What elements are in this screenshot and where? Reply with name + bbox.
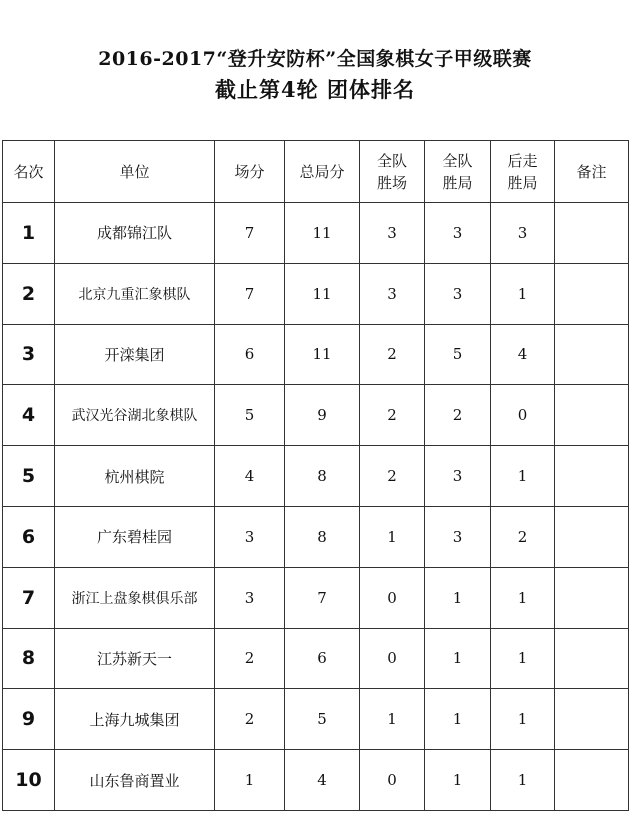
document-title: 2016-2017“登升安防杯”全国象棋女子甲级联赛 [98, 48, 532, 70]
team-cell: 江苏新天一 [55, 628, 215, 689]
match-points-cell: 5 [215, 385, 285, 446]
total-game-points-cell: 11 [285, 263, 360, 324]
header-second-mover-wins [491, 141, 555, 203]
team-wins-cell: 3 [360, 203, 425, 264]
second-mover-wins-cell: 1 [491, 689, 555, 750]
match-points-cell: 2 [215, 628, 285, 689]
team-wins-cell: 2 [360, 446, 425, 507]
second-mover-wins-cell: 0 [491, 385, 555, 446]
header-team-wins [360, 141, 425, 203]
team-wins-cell: 2 [360, 385, 425, 446]
table-row [3, 506, 629, 567]
total-game-points-cell: 9 [285, 385, 360, 446]
second-mover-wins-cell: 1 [491, 446, 555, 507]
team-cell: 广东碧桂园 [55, 506, 215, 567]
match-points-cell: 2 [215, 689, 285, 750]
total-game-points-cell: 8 [285, 506, 360, 567]
rank-cell: 1 [3, 203, 55, 264]
header-team-game-wins-line1: 全队 [442, 151, 473, 170]
team-game-wins-cell: 5 [425, 324, 491, 385]
second-mover-wins-cell: 4 [491, 324, 555, 385]
team-game-wins-cell: 1 [425, 750, 491, 811]
team-game-wins-cell: 3 [425, 446, 491, 507]
standings-table [2, 140, 629, 811]
team-game-wins-cell: 3 [425, 263, 491, 324]
header-team-wins-line1: 全队 [376, 151, 407, 170]
rank-cell: 9 [3, 689, 55, 750]
second-mover-wins-cell: 1 [491, 628, 555, 689]
team-wins-cell: 1 [360, 506, 425, 567]
match-points-cell: 6 [215, 324, 285, 385]
total-game-points-cell: 6 [285, 628, 360, 689]
header-total-game-points: 总局分 [285, 141, 360, 203]
total-game-points-cell: 11 [285, 203, 360, 264]
remarks-cell [555, 689, 629, 750]
remarks-cell [555, 203, 629, 264]
team-game-wins-cell: 1 [425, 689, 491, 750]
table-row [3, 446, 629, 507]
team-wins-cell: 3 [360, 263, 425, 324]
rank-cell: 7 [3, 567, 55, 628]
match-points-cell: 3 [215, 567, 285, 628]
header-row [3, 141, 629, 203]
match-points-cell: 7 [215, 263, 285, 324]
remarks-cell [555, 385, 629, 446]
header-second-mover-wins-line1: 后走 [507, 151, 538, 170]
second-mover-wins-cell: 1 [491, 263, 555, 324]
team-cell: 北京九重汇象棋队 [55, 263, 215, 324]
header-match-points: 场分 [215, 141, 285, 203]
match-points-cell: 4 [215, 446, 285, 507]
team-cell: 山东鲁商置业 [55, 750, 215, 811]
second-mover-wins-cell: 1 [491, 567, 555, 628]
table-row [3, 324, 629, 385]
second-mover-wins-cell: 1 [491, 750, 555, 811]
rank-cell: 10 [3, 750, 55, 811]
table-row [3, 567, 629, 628]
remarks-cell [555, 506, 629, 567]
header-team-game-wins-line2: 胜局 [442, 173, 473, 192]
remarks-cell [555, 446, 629, 507]
header-remarks: 备注 [555, 141, 629, 203]
document-subtitle: 截止第4轮 团体排名 [215, 77, 415, 102]
team-wins-cell: 2 [360, 324, 425, 385]
header-team-game-wins [425, 141, 491, 203]
rank-cell: 3 [3, 324, 55, 385]
header-team: 单位 [55, 141, 215, 203]
total-game-points-cell: 4 [285, 750, 360, 811]
header-team-wins-line2: 胜场 [376, 173, 407, 192]
team-game-wins-cell: 1 [425, 567, 491, 628]
remarks-cell [555, 750, 629, 811]
total-game-points-cell: 5 [285, 689, 360, 750]
remarks-cell [555, 628, 629, 689]
table-row [3, 263, 629, 324]
team-game-wins-cell: 3 [425, 203, 491, 264]
total-game-points-cell: 7 [285, 567, 360, 628]
team-wins-cell: 1 [360, 689, 425, 750]
total-game-points-cell: 11 [285, 324, 360, 385]
team-wins-cell: 0 [360, 628, 425, 689]
team-cell: 杭州棋院 [55, 446, 215, 507]
team-cell: 开滦集团 [55, 324, 215, 385]
second-mover-wins-cell: 2 [491, 506, 555, 567]
table-row [3, 750, 629, 811]
team-cell: 武汉光谷湖北象棋队 [55, 385, 215, 446]
rank-cell: 2 [3, 263, 55, 324]
rank-cell: 8 [3, 628, 55, 689]
table-row [3, 689, 629, 750]
team-cell: 上海九城集团 [55, 689, 215, 750]
team-cell: 浙江上盘象棋俱乐部 [55, 567, 215, 628]
rank-cell: 4 [3, 385, 55, 446]
remarks-cell [555, 324, 629, 385]
table-row [3, 203, 629, 264]
match-points-cell: 1 [215, 750, 285, 811]
team-game-wins-cell: 1 [425, 628, 491, 689]
remarks-cell [555, 263, 629, 324]
team-wins-cell: 0 [360, 750, 425, 811]
team-cell: 成都锦江队 [55, 203, 215, 264]
team-game-wins-cell: 2 [425, 385, 491, 446]
total-game-points-cell: 8 [285, 446, 360, 507]
table-row [3, 628, 629, 689]
match-points-cell: 7 [215, 203, 285, 264]
rank-cell: 5 [3, 446, 55, 507]
team-game-wins-cell: 3 [425, 506, 491, 567]
team-wins-cell: 0 [360, 567, 425, 628]
rank-cell: 6 [3, 506, 55, 567]
header-second-mover-wins-line2: 胜局 [507, 173, 538, 192]
remarks-cell [555, 567, 629, 628]
table-row [3, 385, 629, 446]
second-mover-wins-cell: 3 [491, 203, 555, 264]
match-points-cell: 3 [215, 506, 285, 567]
header-rank: 名次 [3, 141, 55, 203]
